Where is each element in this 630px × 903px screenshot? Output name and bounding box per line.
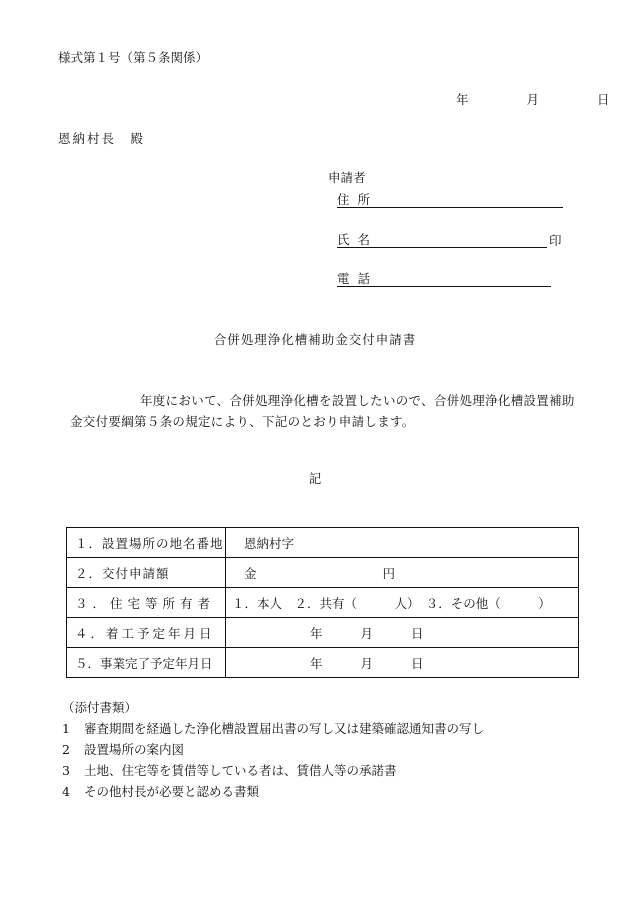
amount-suffix: 円 — [382, 565, 395, 581]
list-item — [62, 739, 582, 760]
attachments-heading: （添付書類） — [62, 700, 138, 715]
address-field[interactable] — [337, 190, 567, 210]
item-text: 土地、住宅等を賃借等している者は、賃借人等の承諾書 — [84, 763, 397, 778]
table-row — [67, 558, 579, 588]
amount-prefix: 金 — [244, 565, 257, 581]
table-row — [67, 648, 579, 678]
date-year: 年 — [456, 92, 469, 107]
table-row — [67, 588, 579, 618]
list-item — [62, 760, 582, 781]
row-label: ５．事業完了予定年月日 — [67, 648, 226, 678]
completion-day: 日 — [410, 655, 424, 671]
start-year: 年 — [310, 625, 323, 641]
item-number: 1 — [62, 721, 70, 736]
item-number: 2 — [62, 742, 70, 757]
addressee: 恩納村長 殿 — [58, 131, 146, 146]
table-row — [67, 618, 579, 648]
date-month: 月 — [526, 92, 539, 107]
item-number: 4 — [62, 784, 70, 799]
location-field[interactable]: 恩納村字 — [226, 528, 579, 558]
date-day: 日 — [596, 92, 610, 107]
list-item — [62, 718, 582, 739]
row-label: ２．交付申請額 — [67, 558, 226, 588]
start-date-field[interactable] — [226, 618, 579, 648]
seal-mark: 印 — [549, 233, 562, 248]
phone-underline — [337, 286, 551, 287]
name-underline — [337, 247, 547, 248]
list-item — [62, 781, 582, 802]
item-text: 設置場所の案内図 — [84, 742, 185, 757]
row-label: １．設置場所の地名番地 — [67, 528, 226, 558]
completion-month: 月 — [360, 655, 373, 671]
phone-label: 電話 — [337, 271, 379, 286]
owner-field[interactable]: １．本人 ２．共有（ 人） ３．その他（ ） — [226, 588, 579, 618]
item-number: 3 — [62, 763, 70, 778]
application-date — [456, 90, 609, 108]
table-row — [67, 528, 579, 558]
start-day: 日 — [410, 625, 424, 641]
applicant-heading: 申請者 — [328, 170, 366, 185]
ki-heading: 記 — [308, 471, 322, 486]
name-label: 氏名 — [337, 232, 379, 247]
completion-year: 年 — [310, 655, 323, 671]
application-details-table — [66, 527, 579, 678]
item-text: その他村長が必要と認める書類 — [84, 784, 260, 799]
row-label: ４．着工予定年月日 — [67, 618, 226, 648]
attachments-list — [62, 718, 582, 802]
amount-field[interactable] — [226, 558, 579, 588]
address-label: 住所 — [337, 192, 379, 207]
row-label: ３．住宅等所有者 — [67, 588, 226, 618]
document-title: 合併処理浄化槽補助金交付申請書 — [213, 332, 417, 347]
item-text: 審査期間を経過した浄化槽設置届出書の写し又は建築確認通知書の写し — [84, 721, 485, 736]
name-field[interactable] — [337, 230, 569, 250]
phone-field[interactable] — [337, 269, 557, 289]
form-number: 様式第１号（第５条関係） — [58, 50, 209, 65]
application-statement: 年度において、合併処理浄化槽を設置したいので、合併処理浄化槽設置補助金交付要綱第５条の規定により、下記のとおり申請します。 — [70, 393, 575, 429]
start-month: 月 — [360, 625, 373, 641]
completion-date-field[interactable] — [226, 648, 579, 678]
address-underline — [337, 207, 563, 208]
